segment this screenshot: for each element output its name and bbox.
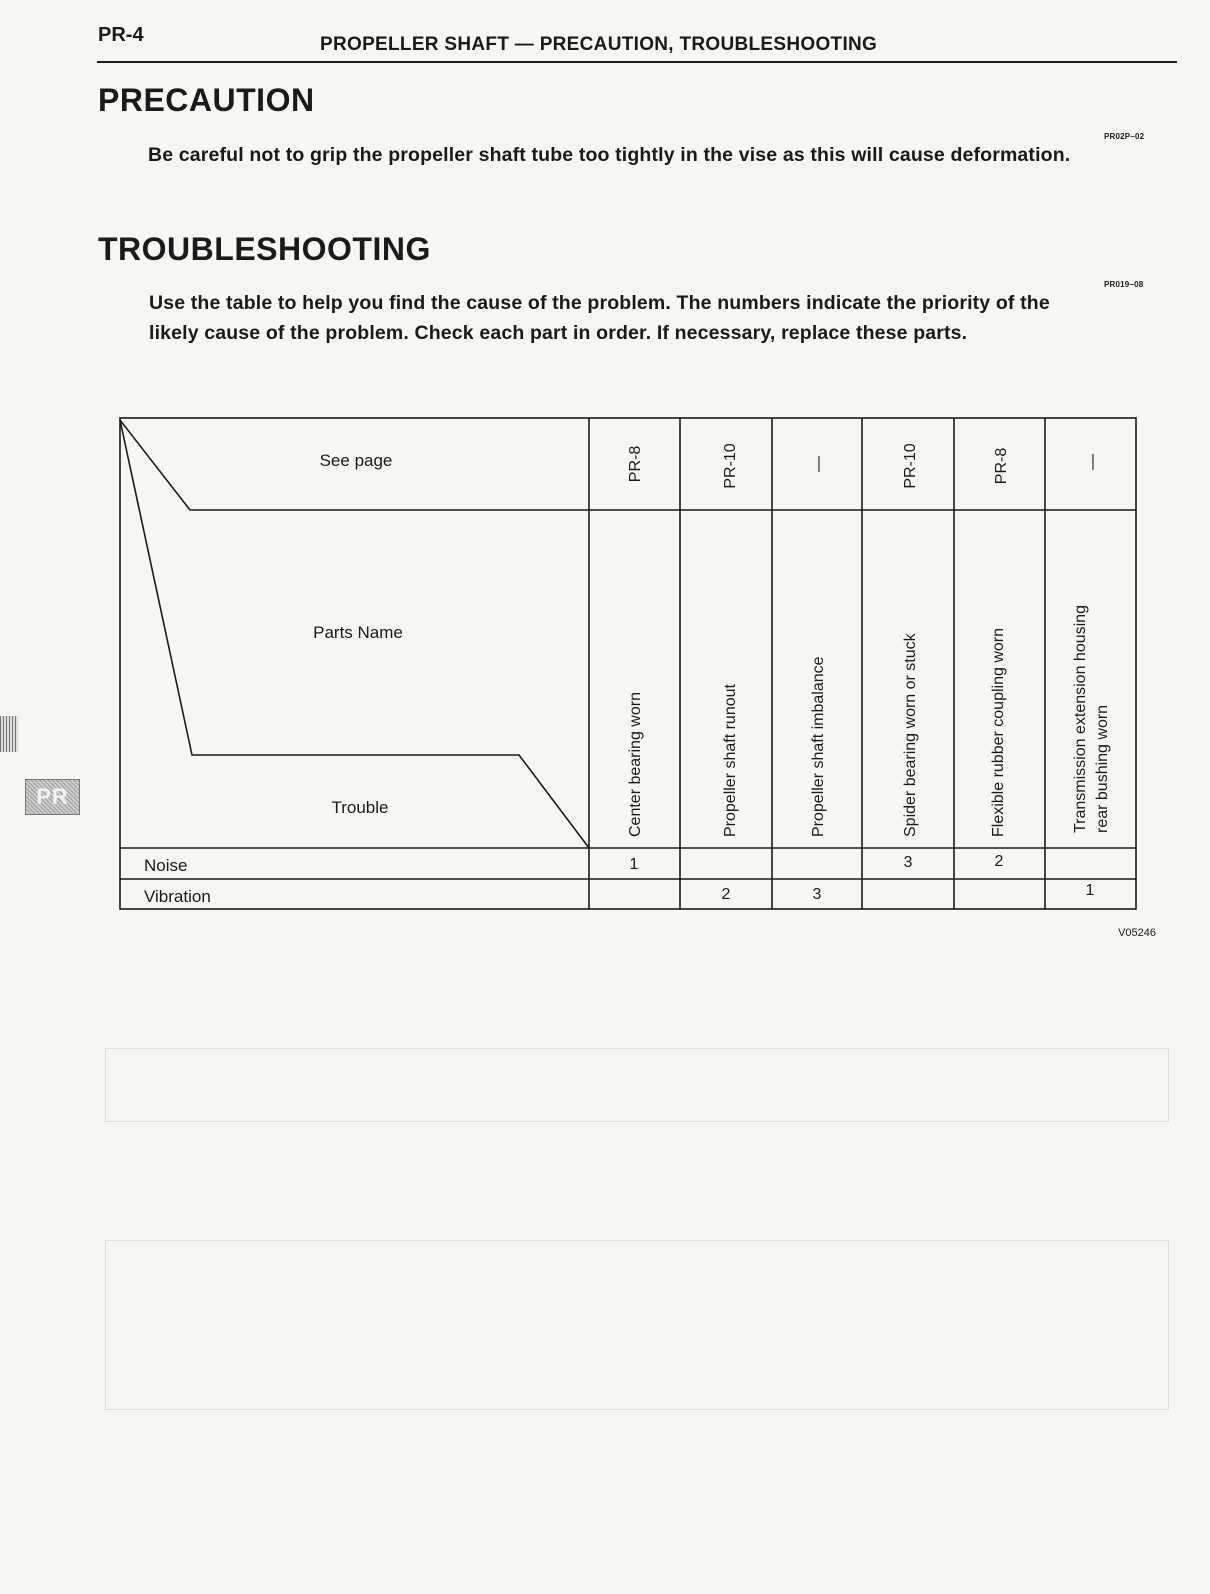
priority-cell: 2 bbox=[994, 853, 1004, 870]
priority-cell: 3 bbox=[812, 886, 822, 903]
see-page-ref: PR-8 bbox=[993, 447, 1010, 485]
see-page-ref: — bbox=[810, 456, 827, 472]
troubleshooting-text-line1: Use the table to help you find the cause of the problem. The numbers indicate the priority of the bbox=[149, 292, 1050, 314]
page-number: PR-4 bbox=[98, 24, 144, 46]
header-title: PROPELLER SHAFT — PRECAUTION, TROUBLESHOOTING bbox=[320, 34, 878, 55]
parts-name-label: Parts Name bbox=[313, 623, 403, 642]
show-through-ghost-box bbox=[105, 1240, 1169, 1410]
priority-cell: 2 bbox=[721, 886, 731, 903]
side-tab-pr: PR bbox=[25, 779, 80, 815]
see-page-ref: PR-10 bbox=[902, 443, 919, 489]
trouble-row-label: Vibration bbox=[144, 887, 211, 906]
priority-cell: 3 bbox=[903, 854, 913, 871]
show-through-ghost-box bbox=[105, 1048, 1169, 1122]
troubleshooting-heading: TROUBLESHOOTING bbox=[98, 231, 431, 267]
troubleshooting-code: PR019–08 bbox=[1104, 280, 1144, 289]
part-name-line2: rear bushing worn bbox=[1094, 704, 1111, 833]
priority-cell: 1 bbox=[1085, 882, 1095, 899]
see-page-ref: — bbox=[1084, 454, 1101, 470]
trouble-label: Trouble bbox=[331, 798, 389, 817]
figure-code: V05246 bbox=[1118, 927, 1156, 939]
part-name: Spider bearing worn or stuck bbox=[902, 633, 919, 837]
part-name: Transmission extension housing bbox=[1072, 605, 1089, 833]
see-page-ref: PR-10 bbox=[722, 443, 739, 489]
precaution-heading: PRECAUTION bbox=[98, 82, 315, 118]
part-name: Propeller shaft runout bbox=[722, 684, 739, 837]
part-name: Propeller shaft imbalance bbox=[810, 656, 827, 837]
troubleshooting-text-line2: likely cause of the problem. Check each part in order. If necessary, replace these parts. bbox=[149, 322, 968, 344]
part-name: Flexible rubber coupling worn bbox=[990, 628, 1007, 837]
trouble-row-label: Noise bbox=[144, 856, 188, 875]
see-page-ref: PR-8 bbox=[627, 445, 644, 483]
see-page-label: See page bbox=[319, 451, 393, 470]
precaution-code: PR02P–02 bbox=[1104, 132, 1145, 141]
part-name: Center bearing worn bbox=[627, 692, 644, 837]
priority-cell: 1 bbox=[629, 856, 639, 873]
precaution-text: Be careful not to grip the propeller shaft tube too tightly in the vise as this will cause deformation. bbox=[148, 144, 1071, 166]
